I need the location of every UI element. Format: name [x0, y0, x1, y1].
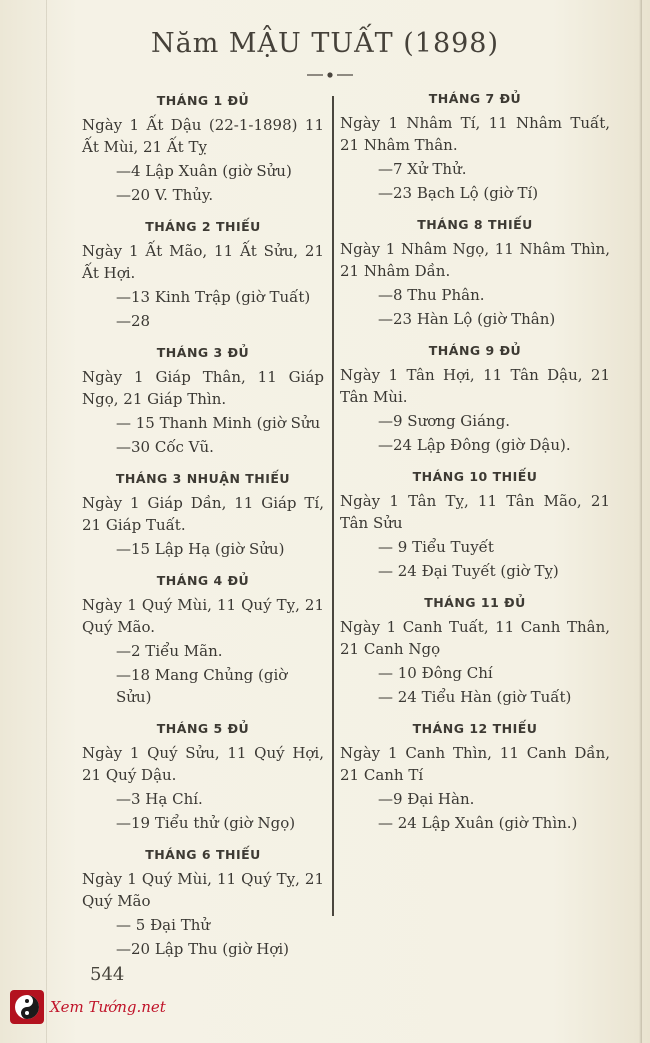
month-heading: THÁNG 9 ĐỦ [428, 343, 522, 358]
month-heading: THÁNG 8 THIẾU [417, 217, 533, 232]
solar-term: —9 Đại Hàn. [378, 790, 475, 808]
month-heading: THÁNG 6 THIẾU [145, 847, 261, 862]
month-days: Ngày 1 Quý Mùi, 11 Quý Tỵ, 21 Quý Mão. [82, 596, 324, 636]
month-days: Ngày 1 Nhâm Tí, 11 Nhâm Tuất, 21 Nhâm Thân. [340, 114, 610, 154]
solar-term: —28 [116, 312, 151, 330]
solar-term: —20 Lập Thu (giờ Hợi) [116, 940, 290, 958]
month-heading: THÁNG 12 THIẾU [412, 721, 538, 736]
solar-term: —24 Lập Đông (giờ Dậu). [378, 436, 571, 454]
month-heading: THÁNG 7 ĐỦ [428, 91, 522, 106]
solar-term: —3 Hạ Chí. [116, 790, 203, 808]
month-days: Ngày 1 Giáp Thân, 11 Giáp Ngọ, 21 Giáp Thìn. [82, 368, 324, 408]
page-title: Năm MẬU TUẤT (1898) [150, 28, 500, 59]
solar-term: — 5 Đại Thử [116, 916, 211, 934]
page-number: 544 [90, 964, 125, 985]
page-fold-shadow [46, 0, 47, 1043]
month-days: Ngày 1 Ất Mão, 11 Ất Sửu, 21 Ất Hợi. [82, 242, 324, 282]
solar-term: —18 Mang Chủng (giờ Sửu) [116, 666, 288, 706]
watermark-text: Xem Tướng.net [50, 998, 166, 1016]
solar-term: —30 Cốc Vũ. [116, 438, 214, 456]
left-column [82, 88, 324, 962]
month-heading: THÁNG 5 ĐỦ [156, 721, 250, 736]
solar-term: —19 Tiểu thử (giờ Ngọ) [116, 814, 296, 832]
solar-term: — 10 Đông Chí [378, 664, 493, 682]
watermark-logo [10, 990, 170, 1030]
right-column [340, 88, 610, 836]
month-days: Ngày 1 Ất Dậu (22-1-1898) 11 Ất Mùi, 21 Ất Tỵ [82, 116, 324, 156]
solar-term: — 15 Thanh Minh (giờ Sửu [116, 414, 321, 432]
yin-yang-icon [10, 990, 44, 1024]
solar-term: —8 Thu Phân. [378, 286, 485, 304]
column-divider [332, 96, 334, 916]
ornament-divider-icon [307, 72, 353, 78]
solar-term: — 24 Đại Tuyết (giờ Tỵ) [378, 562, 559, 580]
month-heading: THÁNG 2 THIẾU [145, 219, 261, 234]
month-days: Ngày 1 Giáp Dần, 11 Giáp Tí, 21 Giáp Tuất. [82, 494, 324, 534]
month-days: Ngày 1 Tân Hợi, 11 Tân Dậu, 21 Tân Mùi. [340, 366, 610, 406]
solar-term: —7 Xử Thử. [378, 160, 467, 178]
month-heading: THÁNG 4 ĐỦ [156, 573, 250, 588]
page-edge-shadow [639, 0, 642, 1043]
solar-term: —4 Lập Xuân (giờ Sửu) [116, 162, 292, 180]
solar-term: —15 Lập Hạ (giờ Sửu) [116, 540, 285, 558]
month-days: Ngày 1 Canh Tuất, 11 Canh Thân, 21 Canh Ngọ [340, 618, 610, 658]
month-heading: THÁNG 1 ĐỦ [156, 93, 250, 108]
solar-term: —13 Kinh Trập (giờ Tuất) [116, 288, 311, 306]
solar-term: —23 Bạch Lộ (giờ Tí) [378, 184, 539, 202]
solar-term: —23 Hàn Lộ (giờ Thân) [378, 310, 556, 328]
month-days: Ngày 1 Quý Mùi, 11 Quý Tỵ, 21 Quý Mão [82, 870, 324, 910]
solar-term: — 24 Tiểu Hàn (giờ Tuất) [378, 688, 572, 706]
solar-term: — 24 Lập Xuân (giờ Thìn.) [378, 814, 578, 832]
solar-term: —2 Tiểu Mãn. [116, 642, 223, 660]
month-heading: THÁNG 10 THIẾU [412, 469, 538, 484]
month-heading: THÁNG 11 ĐỦ [424, 595, 526, 610]
solar-term: — 9 Tiểu Tuyết [378, 538, 494, 556]
month-days: Ngày 1 Canh Thìn, 11 Canh Dần, 21 Canh Tí [340, 744, 610, 784]
solar-term: —9 Sương Giáng. [378, 412, 511, 430]
month-days: Ngày 1 Quý Sửu, 11 Quý Hợi, 21 Quý Dậu. [82, 744, 324, 784]
month-heading: THÁNG 3 NHUẬN THIẾU [115, 471, 291, 486]
solar-term: —20 V. Thủy. [116, 186, 214, 204]
month-heading: THÁNG 3 ĐỦ [156, 345, 250, 360]
month-days: Ngày 1 Nhâm Ngọ, 11 Nhâm Thìn, 21 Nhâm Dần. [340, 240, 610, 280]
month-days: Ngày 1 Tân Tỵ, 11 Tân Mão, 21 Tân Sửu [340, 492, 610, 532]
